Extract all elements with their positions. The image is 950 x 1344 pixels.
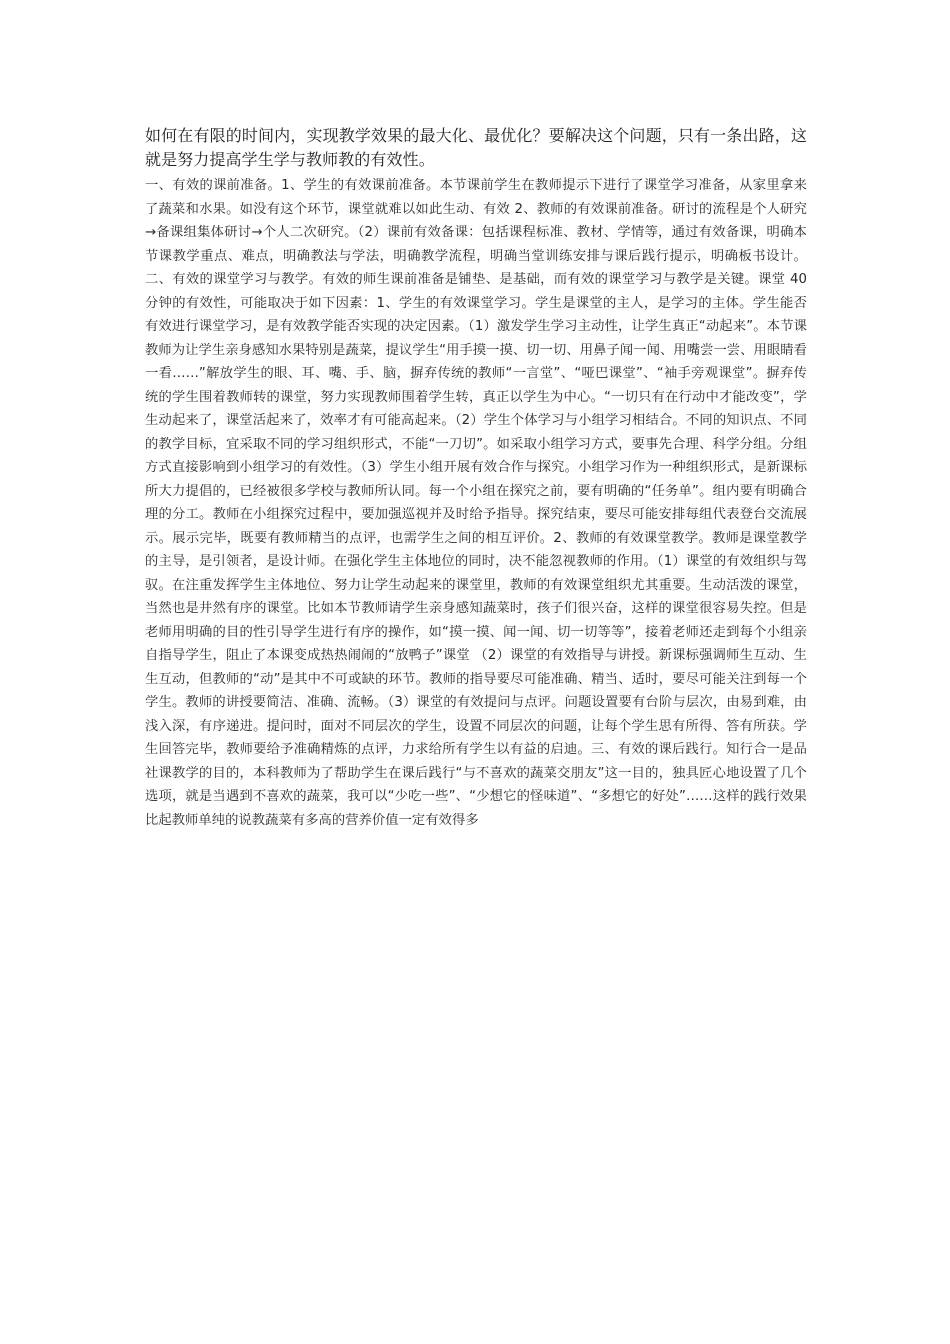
document-heading: 如何在有限的时间内，实现教学效果的最大化、最优化？要解决这个问题，只有一条出路，这就是努力提高学生学与教师教的有效性。: [145, 126, 807, 169]
document-body-paragraph: 一、有效的课前准备。1、学生的有效课前准备。本节课前学生在教师提示下进行了课堂学习准备，从家里拿来了蔬菜和水果。如没有这个环节，课堂就难以如此生动、有效 2、教师的有效课前准备。研讨的流程是个人研究→备课组集体研讨→个人二次研究。（2）课前有效备课：包括课程标准、教材、学情等，通过有效备课，明确本节课教学重点、难点，明确教法与学法，明确教学流程，明确当堂训练安排与课后践行提示，明确板书设计。二、有效的课堂学习与教学。有效的师生课前准备是铺垫、是基础，而有效的课堂学习与教学是关键。课堂 40 分钟的有效性，可能取决于如下因素：1、学生的有效课堂学习。学生是课堂的主人，是学习的主体。学生能否有效进行课堂学习，是有效教学能否实现的决定因素。（1）激发学生学习主动性，让学生真正“动起来”。本节课教师为让学生亲身感知水果特别是蔬菜，提议学生“用手摸一摸、切一切、用鼻子闻一闻、用嘴尝一尝、用眼睛看一看……”解放学生的眼、耳、嘴、手、脑，摒弃传统的教师“一言堂”、“哑巴课堂”、“袖手旁观课堂”。摒弃传统的学生围着教师转的课堂，努力实现教师围着学生转，真正以学生为中心。“一切只有在行动中才能改变”，学生动起来了，课堂活起来了，效率才有可能高起来。（2）学生个体学习与小组学习相结合。不同的知识点、不同的教学目标，宜采取不同的学习组织形式，不能“一刀切”。如采取小组学习方式，要事先合理、科学分组。分组方式直接影响到小组学习的有效性。（3）学生小组开展有效合作与探究。小组学习作为一种组织形式，是新课标所大力提倡的，已经被很多学校与教师所认同。每一个小组在探究之前，要有明确的“任务单”。组内要有明确合理的分工。教师在小组探究过程中，要加强巡视并及时给予指导。探究结束，要尽可能安排每组代表登台交流展示。展示完毕，既要有教师精当的点评，也需学生之间的相互评价。2、教师的有效课堂教学。教师是课堂教学的主导，是引领者，是设计师。在强化学生主体地位的同时，决不能忽视教师的作用。（1）课堂的有效组织与驾驭。在注重发挥学生主体地位、努力让学生动起来的课堂里，教师的有效课堂组织尤其重要。生动活泼的课堂，当然也是井然有序的课堂。比如本节教师请学生亲身感知蔬菜时，孩子们很兴奋，这样的课堂很容易失控。但是老师用明确的目的性引导学生进行有序的操作，如“摸一摸、闻一闻、切一切等等”，接着老师还走到每个小组亲自指导学生，阻止了本课变成热热闹闹的“放鸭子”课堂 （2）课堂的有效指导与讲授。新课标强调师生互动、生生互动，但教师的“动”是其中不可或缺的环节。教师的指导要尽可能准确、精当、适时，要尽可能关注到每一个学生。教师的讲授要简洁、准确、流畅。（3）课堂的有效提问与点评。问题设置要有台阶与层次，由易到难，由浅入深，有序递进。提问时，面对不同层次的学生，设置不同层次的问题，让每个学生思有所得、答有所获。学生回答完毕，教师要给予准确精炼的点评，力求给所有学生以有益的启迪。三、有效的课后践行。知行合一是品社课教学的目的，本科教师为了帮助学生在课后践行“与不喜欢的蔬菜交朋友”这一目的，独具匠心地设置了几个选项，就是当遇到不喜欢的蔬菜，我可以“少吃一些”、“少想它的怪味道”、“多想它的好处”……这样的践行效果比起教师单纯的说教蔬菜有多高的营养价值一定有效得多: [145, 178, 807, 828]
document-content: [145, 124, 807, 832]
